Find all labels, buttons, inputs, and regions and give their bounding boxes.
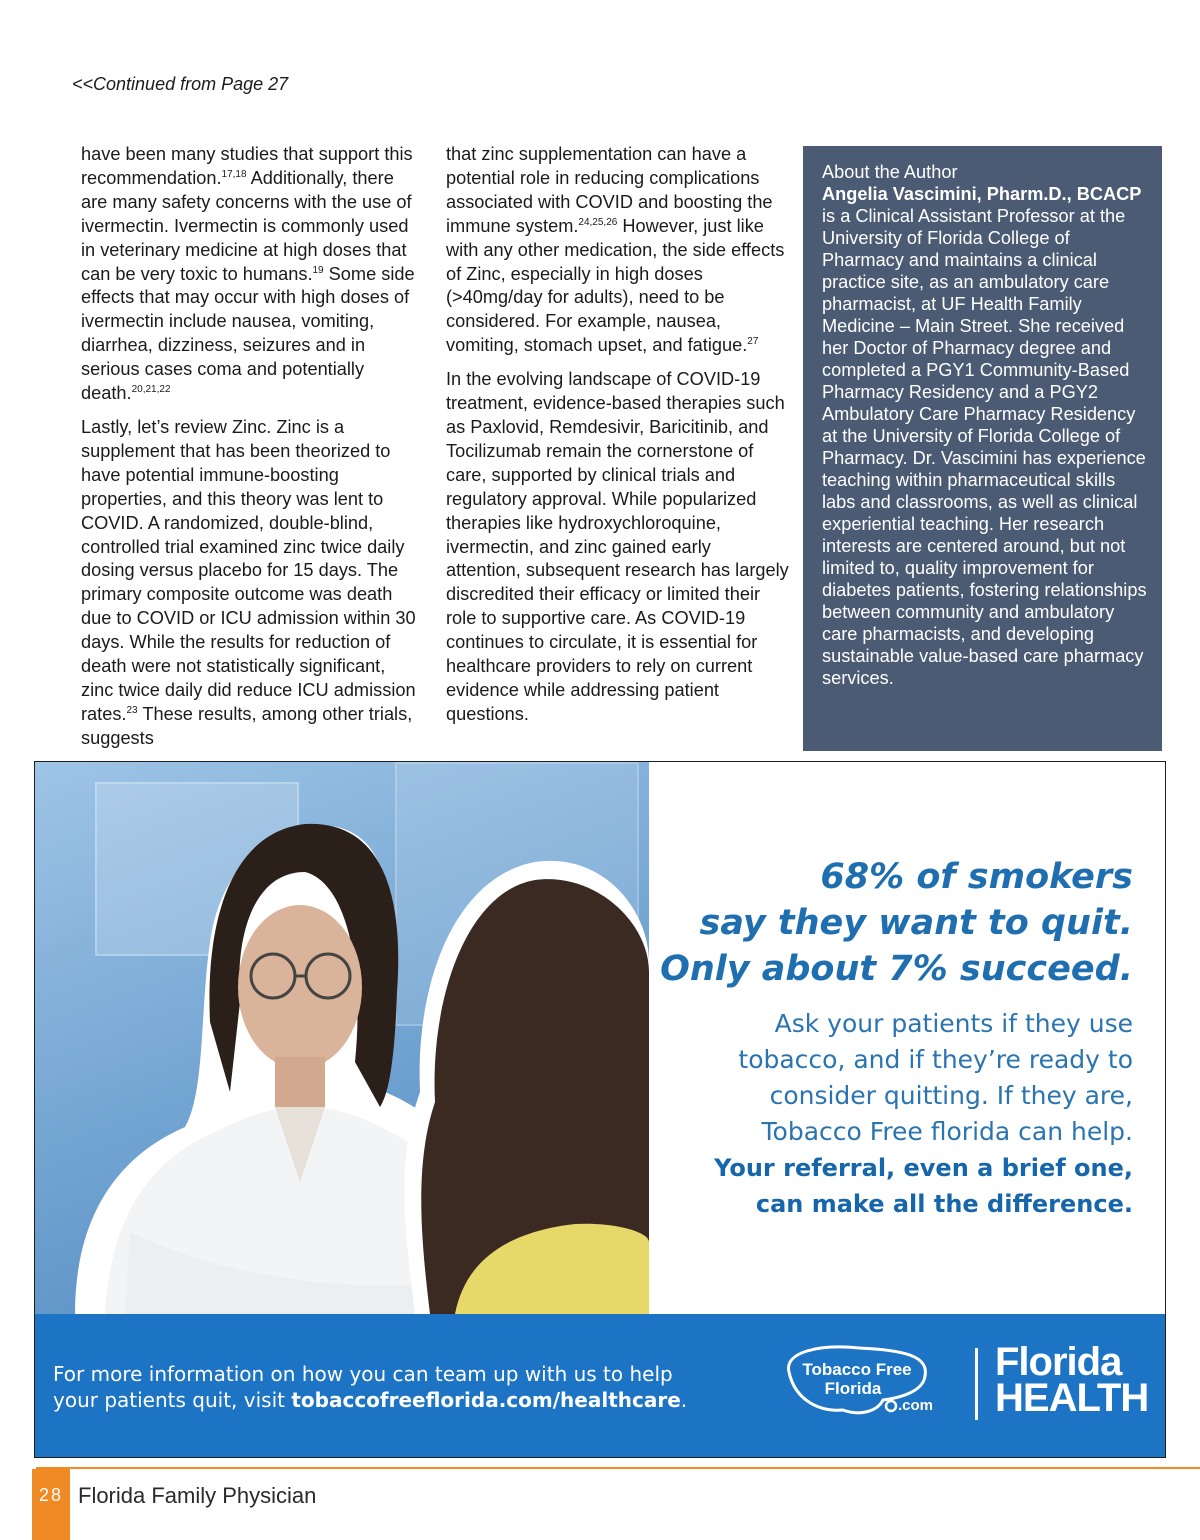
cta-line: can make all the difference. [755, 1190, 1133, 1218]
paragraph [81, 143, 421, 406]
page-number: 28 [38, 1485, 64, 1505]
citation-superscript: 24,25,26 [578, 216, 618, 228]
publication-name: Florida Family Physician [78, 1483, 317, 1508]
article-column-1 [81, 143, 421, 761]
paragraph [446, 143, 790, 358]
banner-line: For more information on how you can team up with us to help [53, 1362, 673, 1386]
paragraph-text: that zinc supplementation can have a potential role in reducing complications associated with COVID and boosting the immune system. [446, 144, 773, 236]
healthcare-link[interactable]: tobaccofreeflorida.com/healthcare [291, 1388, 681, 1412]
florida-health-logo [995, 1340, 1149, 1420]
footer-rule [36, 1467, 1200, 1469]
paragraph [81, 416, 421, 751]
ad-info-banner [35, 1314, 1165, 1458]
banner-suffix: . [680, 1388, 688, 1412]
fl-logo-line2: HEALTH [995, 1376, 1149, 1420]
headline-line: 68% of smokers [820, 857, 1133, 897]
tff-logo-com: .com [898, 1397, 934, 1414]
ad-message [613, 854, 1133, 1222]
ad-body [613, 1006, 1133, 1150]
people-illustration [35, 762, 649, 1314]
paragraph-text: In the evolving landscape of COVID-19 treatment, evidence-based therapies such as Paxlovid, Remdesivir, Baricitinib, and Tocilizumab remain the cornerstone of care, supported by clinical trials and regulatory approval. While popularized therapies like hydroxychloroquine, ivermectin, and zinc gained early attention, subsequent research has largely discredited their efficacy or limited their role to supportive care. As COVID-19 continues to circulate, it is essential for healthcare providers to rely on current evidence while addressing patient questions. [446, 369, 789, 724]
cta-line: Your referral, even a brief one, [714, 1154, 1133, 1182]
paragraph [446, 368, 790, 727]
paragraph-text: However, just like with any other medication, the side effects of Zinc, especially in high doses (>40mg/day for adults), need to be considered. For example, nausea, vomiting, stomach upset, and fatigue. [446, 215, 785, 356]
paragraph-text: Additionally, there are many safety concerns with the use of ivermectin. Ivermectin is commonly used in veterinary medicine at high doses that can be very toxic to humans. [81, 167, 412, 284]
ad-headline [613, 854, 1133, 992]
headline-line: say they want to quit. [699, 903, 1133, 943]
banner-line [53, 1387, 753, 1413]
citation-superscript: 19 [312, 264, 324, 276]
citation-superscript: 23 [126, 704, 138, 716]
fl-logo-line1: Florida [995, 1340, 1122, 1384]
about-the-author-box [803, 146, 1162, 751]
article-column-2 [446, 143, 790, 737]
about-author-label: About the Author [822, 162, 958, 182]
body-line: tobacco, and if they’re ready to [738, 1045, 1133, 1074]
tobacco-free-florida-logo [779, 1342, 939, 1422]
paragraph-text: Some side effects that may occur with high doses of ivermectin include nausea, vomiting, diarrhea, dizziness, seizures and in serious cases coma and potentially death. [81, 263, 415, 404]
pharmacist-patient-photo [35, 762, 649, 1314]
paragraph-text: These results, among other trials, suggests [81, 703, 413, 748]
citation-superscript: 17,18 [221, 168, 247, 180]
headline-line: Only about 7% succeed. [660, 949, 1133, 989]
body-line: consider quitting. If they are, [769, 1081, 1133, 1110]
citation-superscript: 27 [747, 336, 759, 348]
banner-text [53, 1361, 753, 1413]
author-bio: is a Clinical Assistant Professor at the University of Florida College of Pharmacy and maintains a clinical practice site, as an ambulatory care pharmacist, at UF Health Family Medicine – Main Street. She received her Doctor of Pharmacy degree and completed a PGY1 Community-Based Pharmacy Residency and a PGY2 Ambulatory Care Pharmacy Residency at the University of Florida College of Pharmacy. Dr. Vascimini has experience teaching within pharmaceutical skills labs and classrooms, as well as clinical experiential teaching. Her research interests are centered around, but not limited to, quality improvement for diabetes patients, fostering relationships between community and ambulatory care pharmacists, and developing sustainable value-based care pharmacy services. [822, 206, 1147, 688]
paragraph-text: have been many studies that support this recommendation. [81, 144, 413, 188]
logo-divider [975, 1348, 978, 1420]
continued-from-note: <<Continued from Page 27 [72, 74, 289, 94]
banner-prefix: your patients quit, visit [53, 1388, 292, 1412]
tobacco-free-florida-ad [34, 761, 1166, 1458]
citation-superscript: 20,21,22 [131, 384, 171, 395]
tff-logo-line2: Florida [824, 1379, 882, 1398]
body-line: Tobacco Free florida can help. [761, 1117, 1133, 1146]
body-line: Ask your patients if they use [774, 1009, 1133, 1038]
author-name: Angelia Vascimini, Pharm.D., BCACP [822, 184, 1142, 204]
paragraph-text: Lastly, let’s review Zinc. Zinc is a supplement that has been theorized to have potential immune-boosting properties, and this theory was lent to COVID. A randomized, double-blind, controlled trial examined zinc twice daily dosing versus placebo for 15 days. The primary composite outcome was death due to COVID or ICU admission within 30 days. While the results for reduction of death were not statistically significant, zinc twice daily did reduce ICU admission rates. [81, 416, 416, 724]
tff-logo-line1: Tobacco Free [802, 1360, 912, 1379]
ad-call-to-action [613, 1150, 1133, 1222]
